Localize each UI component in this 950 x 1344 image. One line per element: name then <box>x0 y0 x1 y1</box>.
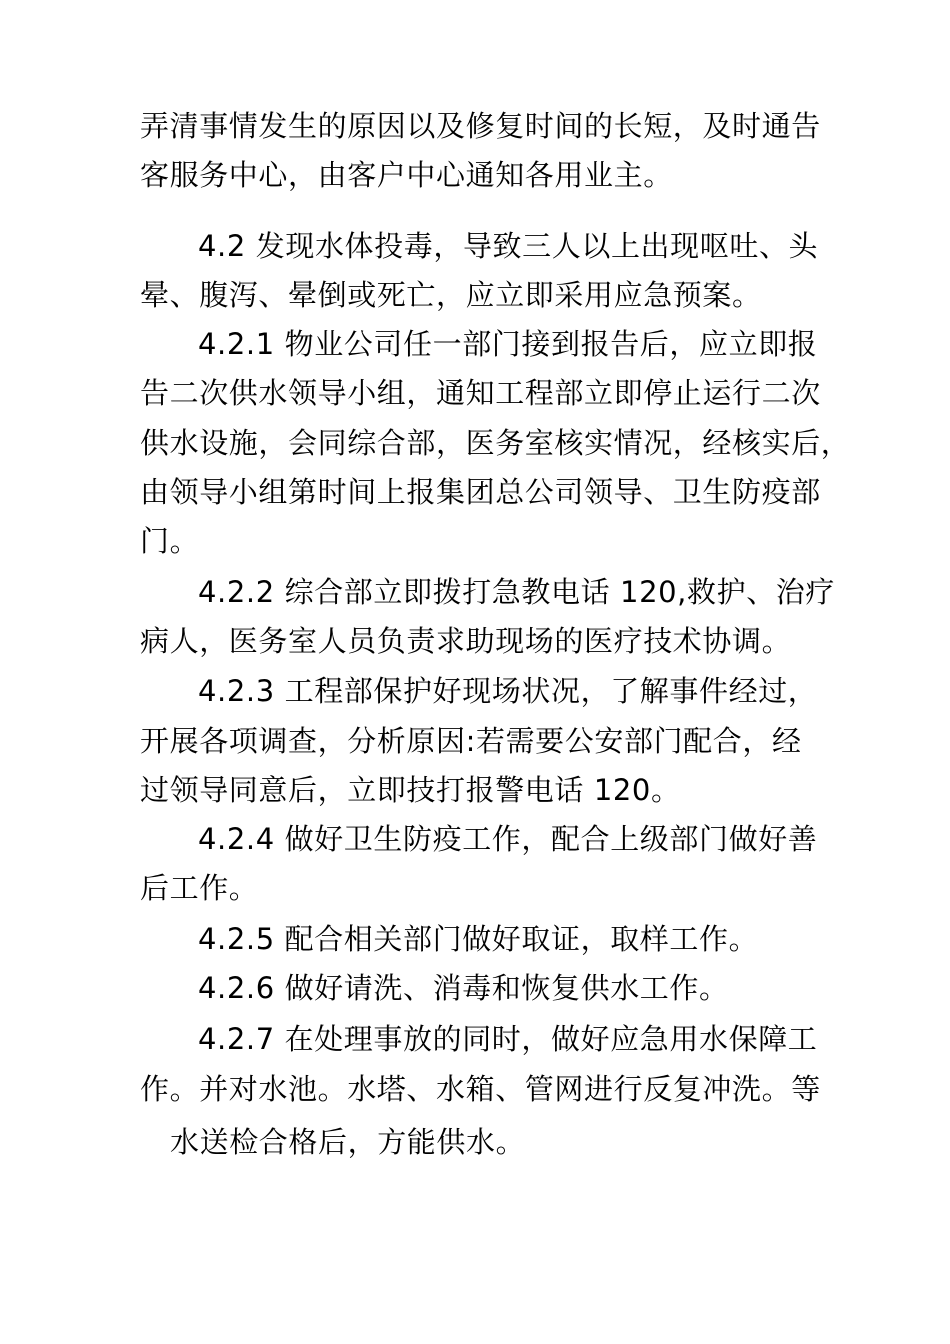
text-line: 弄清事情发生的原因以及修复时间的长短，及时通告 <box>140 109 821 143</box>
text-line: 4.2.7 在处理事放的同时，做好应急用水保障工 <box>198 1022 818 1056</box>
text-line: 过领导同意后，立即技打报警电话 120。 <box>140 773 681 807</box>
text-line: 作。并对水池。水塔、水箱、管网进行反复冲洗。等 <box>140 1072 821 1106</box>
text-line: 病人，医务室人员负责求助现场的医疗技术协调。 <box>140 624 792 658</box>
text-line: 水送检合格后，方能供水。 <box>170 1125 526 1159</box>
text-line: 4.2.4 做好卫生防疫工作，配合上级部门做好善 <box>198 822 818 856</box>
text-line: 客服务中心，由客户中心通知各用业主。 <box>140 158 673 192</box>
text-line: 4.2.3 工程部保护好现场状况，了解事件经过， <box>198 674 818 708</box>
text-line: 供水设施，会同综合部，医务室核实情况，经核实后， <box>140 426 851 460</box>
text-line: 后工作。 <box>140 871 259 905</box>
text-line: 开展各项调查，分析原因:若需要公安部门配合，经 <box>140 724 802 758</box>
text-line: 4.2 发现水体投毒，导致三人以上出现呕吐、头 <box>198 229 819 263</box>
text-line: 由领导小组第时间上报集团总公司领导、卫生防疫部 <box>140 475 821 509</box>
text-line: 4.2.2 综合部立即拨打急教电话 120,救护、治疗 <box>198 575 835 609</box>
text-line: 4.2.5 配合相关部门做好取证，取样工作。 <box>198 922 759 956</box>
text-line: 门。 <box>140 524 200 558</box>
text-line: 晕、腹泻、晕倒或死亡，应立即采用应急预案。 <box>140 278 762 312</box>
text-line: 4.2.1 物业公司任一部门接到报告后，应立即报 <box>198 327 818 361</box>
text-line: 告二次供水领导小组，通知工程部立即停止运行二次 <box>140 376 821 410</box>
text-line: 4.2.6 做好请洗、消毒和恢复供水工作。 <box>198 971 729 1005</box>
